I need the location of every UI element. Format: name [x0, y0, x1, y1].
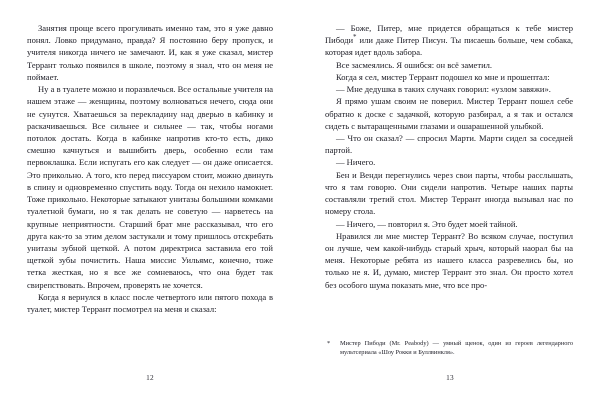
page-number-left: 12 [146, 373, 154, 382]
paragraph: Когда я сел, мистер Террант подошел ко мне и прошептал: [336, 71, 550, 82]
paragraph: Все засмеялись. Я ошибся: он всё заметил. [336, 59, 493, 70]
footnote-text: Мистер Пибоди (Mr. Peabody) — умный щенок, один из героев легендарного мультсериала «Шоу Рокки и Буллвинкля». [340, 340, 573, 356]
paragraph: Бен и Венди перегнулись через свои парты, чтобы расслышать, что я там говорю. Они сидели напротив. Четыре наших парты составляли третий стол. Мистер Террант иногда вызывал нас по номеру стола. [325, 169, 573, 217]
page-number-right: 13 [446, 373, 454, 382]
paragraph: Нравился ли мне мистер Террант? Во всяком случае, поступил он лучше, чем какой-нибудь старый хрыч, который наорал бы на меня. Некоторые ребята из нашего класса разревелись бы, но только не я. И, думаю, мистер Террант это знал. Он просто хотел без особого шума показать мне, что все про- [325, 230, 573, 290]
paragraph: Занятия проще всего прогуливать именно там, это я уже давно понял. Ловко придумано, правда? Я постоянно беру пропуск, и учителя никогда ничего не замечают. И, как я уже сказал, мистер Террант только появился в школе, поэтому я знал, что он меня не поймает. [27, 23, 273, 82]
paragraph: — Ничего. [336, 157, 376, 168]
right-page [300, 0, 600, 400]
paragraph: Я прямо ушам своим не поверил. Мистер Террант пошел себе обратно к доске с задачкой, которую разбирал, а я так и остался сидеть с вытаращенными глазами и ошарашенной улыбкой. [325, 96, 573, 131]
left-page-textblock [27, 22, 273, 315]
paragraph: — Мне дедушка в таких случаях говорил: «узлом завяжи». [336, 84, 551, 95]
paragraph: — Ничего, — повторил я. Это будет моей тайной. [336, 218, 518, 229]
footnote-area [325, 340, 573, 357]
paragraph: — Что он сказал? — спросил Марти. Марти сидел за соседней партой. [325, 132, 573, 156]
footnote [325, 340, 573, 357]
paragraph: — Боже, Питер, мне придется обращаться к тебе мистер Пибоди* или даже Питер Писун. Ты писаешь больше, чем собака, которая идет вдоль забора. [325, 23, 573, 58]
footnote-marker: * [327, 340, 331, 347]
footnote-reference: * [353, 33, 357, 42]
right-page-textblock [325, 22, 573, 291]
paragraph: Когда я вернулся в класс после четвертого или пятого похода в туалет, мистер Террант посмотрел на меня и сказал: [27, 291, 273, 315]
paragraph: Ну а в туалете можно и поразвлечься. Все остальные учителя на нашем этаже — женщины, поэтому волноваться нечего, сюда они не сунутся. Хватаешься за перекладину над дверью в кабинку и раскачиваешься. Все сильнее и сильнее — так, чтобы ногами потолок достать. Когда в кабинке напротив кто-то есть, дико смешно качнуться и вышибить дверь, особенно если там первоклашка. Если испугать его как следует — он даже описается. Это прикольно. А того, кто перед писсуаром стоит, можно двинуть в спину и одновременно спустить воду. Тогда он нехило намокнет. Тоже прикольно. Некоторые затыкают унитазы большими комками туалетной бумаги, но я так делать не советую — нарветесь на крупные неприятности. Старший брат мне рассказывал, что его друга как-то за этим делом застукали и тому пришлось отскребать унитазы зубной щеткой. А потом директриса заставила его той щеткой зубы почистить. Наша миссис Уильямс, конечно, тоже тетка жесткая, но я все же сомневаюсь, что она будет так свирепствовать. Впрочем, проверять не хочется. [27, 84, 273, 290]
